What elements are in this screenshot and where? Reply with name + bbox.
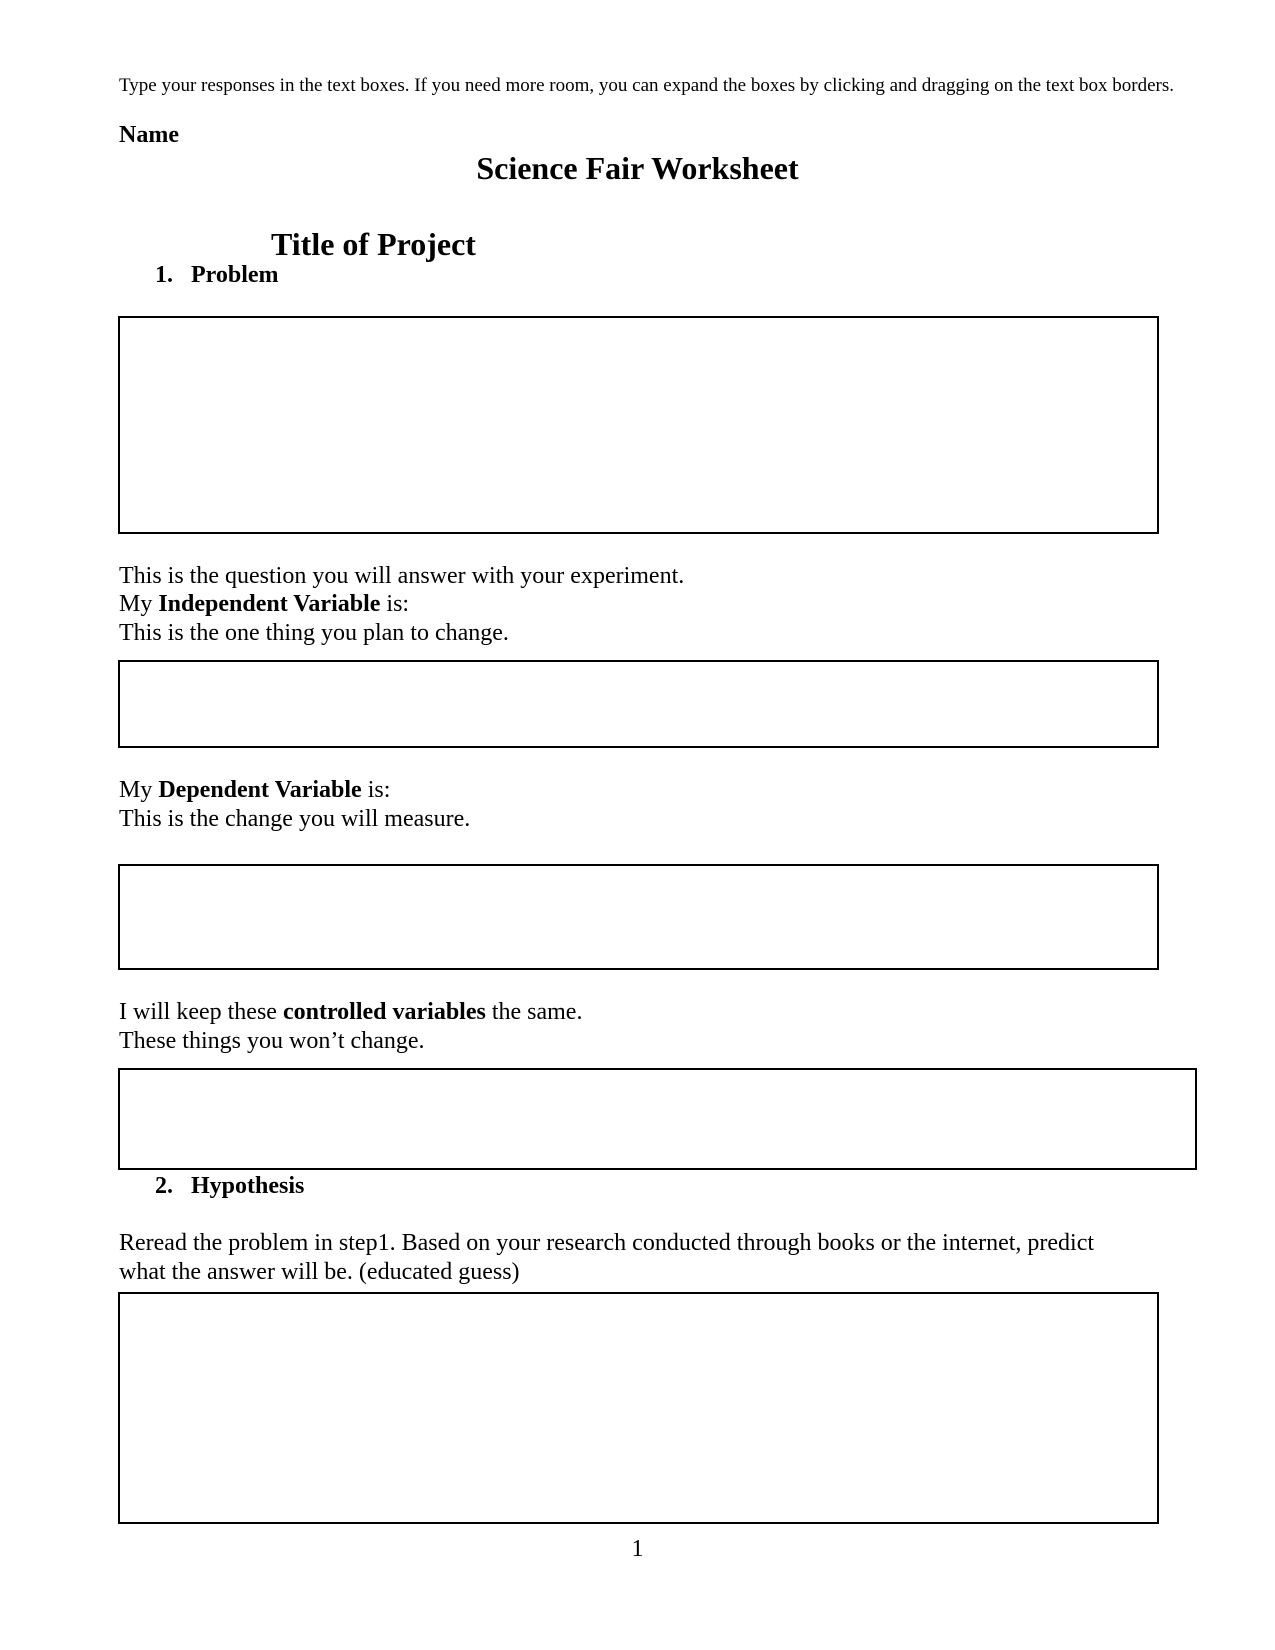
page-title: Science Fair Worksheet (476, 150, 799, 186)
label-prefix: My (119, 591, 159, 617)
section-heading-problem (155, 262, 279, 289)
page-number: 1 (631, 1536, 644, 1562)
section-number: 1. (155, 262, 173, 288)
label-bold: controlled variables (282, 999, 486, 1025)
hypothesis-textbox[interactable] (118, 1292, 1159, 1524)
label-prefix: My (119, 777, 159, 803)
problem-note: This is the question you will answer with your experiment. (119, 563, 685, 589)
section-label: Problem (191, 262, 279, 288)
hypothesis-prompt-line2: what the answer will be. (educated guess) (119, 1259, 520, 1285)
label-prefix: I will keep these (119, 999, 283, 1025)
dependent-variable-note: This is the change you will measure. (119, 806, 471, 832)
controlled-variables-note: These things you won’t change. (119, 1028, 425, 1054)
label-bold: Independent Variable (158, 591, 381, 617)
controlled-variables-textbox[interactable] (118, 1068, 1197, 1170)
section-number: 2. (155, 1173, 173, 1199)
section-heading-hypothesis (155, 1173, 304, 1200)
dependent-variable-label (119, 776, 390, 804)
problem-textbox[interactable] (118, 316, 1159, 534)
section-label: Hypothesis (191, 1173, 305, 1199)
name-label: Name (119, 122, 179, 148)
independent-variable-label (119, 590, 409, 618)
label-bold: Dependent Variable (158, 777, 362, 803)
instructions-text: Type your responses in the text boxes. If you need more room, you can expand the boxes by clicking and dragging on the text box borders. (119, 75, 1175, 96)
label-suffix: the same. (485, 999, 583, 1025)
hypothesis-prompt-line1: Reread the problem in step1. Based on your research conducted through books or the internet, predict (119, 1230, 1095, 1256)
controlled-variables-label (119, 998, 582, 1026)
dependent-variable-textbox[interactable] (118, 864, 1159, 970)
independent-variable-textbox[interactable] (118, 660, 1159, 748)
label-suffix: is: (361, 777, 391, 803)
label-suffix: is: (380, 591, 410, 617)
independent-variable-note: This is the one thing you plan to change. (119, 620, 509, 646)
project-title-label: Title of Project (271, 226, 476, 262)
